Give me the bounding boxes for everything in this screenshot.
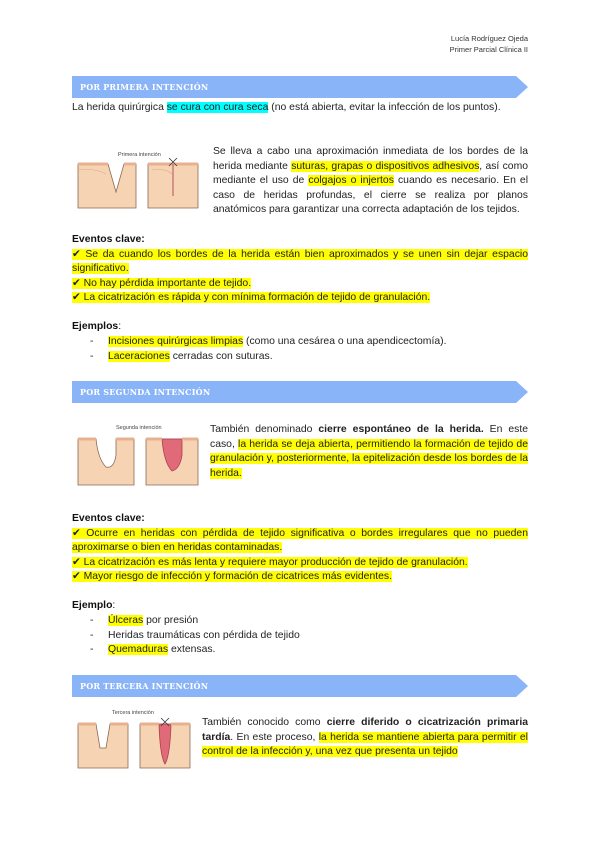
figure-caption: Primera intención bbox=[118, 152, 161, 158]
intro-text-end: (no está abierta, evitar la infección de los puntos). bbox=[268, 102, 501, 113]
figure-caption: Tercera intención bbox=[112, 710, 154, 716]
event-item bbox=[72, 527, 528, 556]
desc-text: También denominado bbox=[210, 424, 319, 435]
section-title: POR TERCERA INTENCIÓN bbox=[80, 681, 209, 691]
desc-highlight: la herida se mantiene abierta para permitir el control de la infección y, una vez que presenta un tejido bbox=[202, 731, 528, 758]
list-item bbox=[90, 335, 446, 350]
examples-label: Ejemplo: bbox=[72, 600, 116, 611]
examples-list bbox=[90, 614, 300, 658]
desc-highlight-sutures: suturas, grapas o dispositivos adhesivos bbox=[291, 160, 480, 172]
section-title: POR SEGUNDA INTENCIÓN bbox=[80, 387, 211, 397]
example-text: cerradas con suturas. bbox=[169, 350, 273, 362]
desc-bold: cierre diferido o cicatrización primaria tardía bbox=[202, 717, 528, 743]
examples-label-text: Ejemplo bbox=[72, 600, 113, 611]
example-text: por presión bbox=[143, 615, 199, 626]
primera-description bbox=[213, 145, 528, 218]
author-name: Lucía Rodríguez Ojeda bbox=[450, 34, 528, 43]
section-title: POR PRIMERA INTENCIÓN bbox=[80, 82, 209, 92]
event-item bbox=[72, 291, 528, 305]
event-text: ✔ La cicatrización es más lenta y requiere mayor producción de tejido de granulación. bbox=[72, 557, 468, 568]
list-item bbox=[90, 614, 300, 629]
section-banner-primera bbox=[72, 76, 528, 98]
page-header bbox=[450, 33, 528, 55]
example-highlight: Úlceras bbox=[108, 615, 144, 626]
segunda-intencion-figure bbox=[76, 425, 202, 487]
event-item bbox=[72, 570, 528, 584]
event-item bbox=[72, 556, 528, 570]
list-item bbox=[90, 350, 446, 365]
event-text: ✔ Mayor riesgo de infección y formación de cicatrices más evidentes. bbox=[72, 571, 392, 582]
figure-caption: Segunda intención bbox=[116, 425, 162, 431]
desc-text: En este caso, bbox=[210, 424, 528, 450]
list-item bbox=[90, 643, 300, 658]
section-banner-segunda bbox=[72, 381, 528, 403]
desc-text: cuando es necesario. En el caso de heridas profundas, el cierre se realiza por planos anatómicos para garantizar una correcta adaptación de los tejidos. bbox=[213, 175, 528, 216]
event-item bbox=[72, 277, 528, 291]
event-item bbox=[72, 248, 528, 277]
example-text: Heridas traumáticas con pérdida de tejido bbox=[108, 629, 300, 641]
events-label: Eventos clave: bbox=[72, 234, 145, 245]
example-highlight: Incisiones quirúrgicas limpias bbox=[108, 336, 244, 347]
event-text: ✔ La cicatrización es rápida y con mínima formación de tejido de granulación. bbox=[72, 292, 431, 303]
segunda-description bbox=[210, 423, 528, 481]
list-item bbox=[90, 629, 300, 644]
desc-bold: cierre espontáneo de la herida. bbox=[318, 424, 484, 435]
examples-list bbox=[90, 335, 446, 364]
example-text: extensas. bbox=[168, 644, 216, 656]
events-label: Eventos clave: bbox=[72, 513, 145, 524]
example-text: (como una cesárea o una apendicectomía). bbox=[243, 336, 447, 347]
event-text: ✔ No hay pérdida importante de tejido. bbox=[72, 278, 252, 289]
primera-intro bbox=[72, 101, 528, 116]
tercera-description bbox=[202, 716, 528, 760]
section-banner-tercera bbox=[72, 675, 528, 697]
intro-text: La herida quirúrgica bbox=[72, 102, 167, 113]
tercera-intencion-figure bbox=[76, 710, 194, 770]
desc-highlight-grafts: colgajos o injertos bbox=[308, 175, 394, 187]
event-text: ✔ Se da cuando los bordes de la herida están bien aproximados y se unen sin dejar espacio significativo. bbox=[72, 249, 528, 275]
intro-highlight: se cura con cura seca bbox=[166, 102, 269, 113]
examples-label-text: Ejemplos bbox=[72, 321, 119, 332]
desc-text: . En este proceso, bbox=[230, 731, 319, 743]
desc-text: Se lleva a cabo una aproximación inmediata de los bordes de la herida mediante bbox=[213, 146, 528, 172]
event-text: ✔ Ocurre en heridas con pérdida de tejido significativa o bordes irregulares que no pueden aproximarse o bien en heridas contaminadas. bbox=[72, 528, 528, 554]
primera-intencion-figure bbox=[76, 152, 202, 210]
desc-highlight: la herida se deja abierta, permitiendo la formación de tejido de granulación y, posteriormente, la epitelización desde los bordes de la herida. bbox=[210, 438, 528, 479]
document-subtitle: Primer Parcial Clínica II bbox=[449, 45, 528, 54]
desc-text: , así como mediante el uso de bbox=[213, 160, 529, 187]
example-highlight: Laceraciones bbox=[108, 350, 170, 362]
examples-label: Ejemplos: bbox=[72, 321, 122, 332]
example-highlight: Quemaduras bbox=[108, 644, 169, 656]
desc-text: También conocido como bbox=[202, 717, 327, 728]
